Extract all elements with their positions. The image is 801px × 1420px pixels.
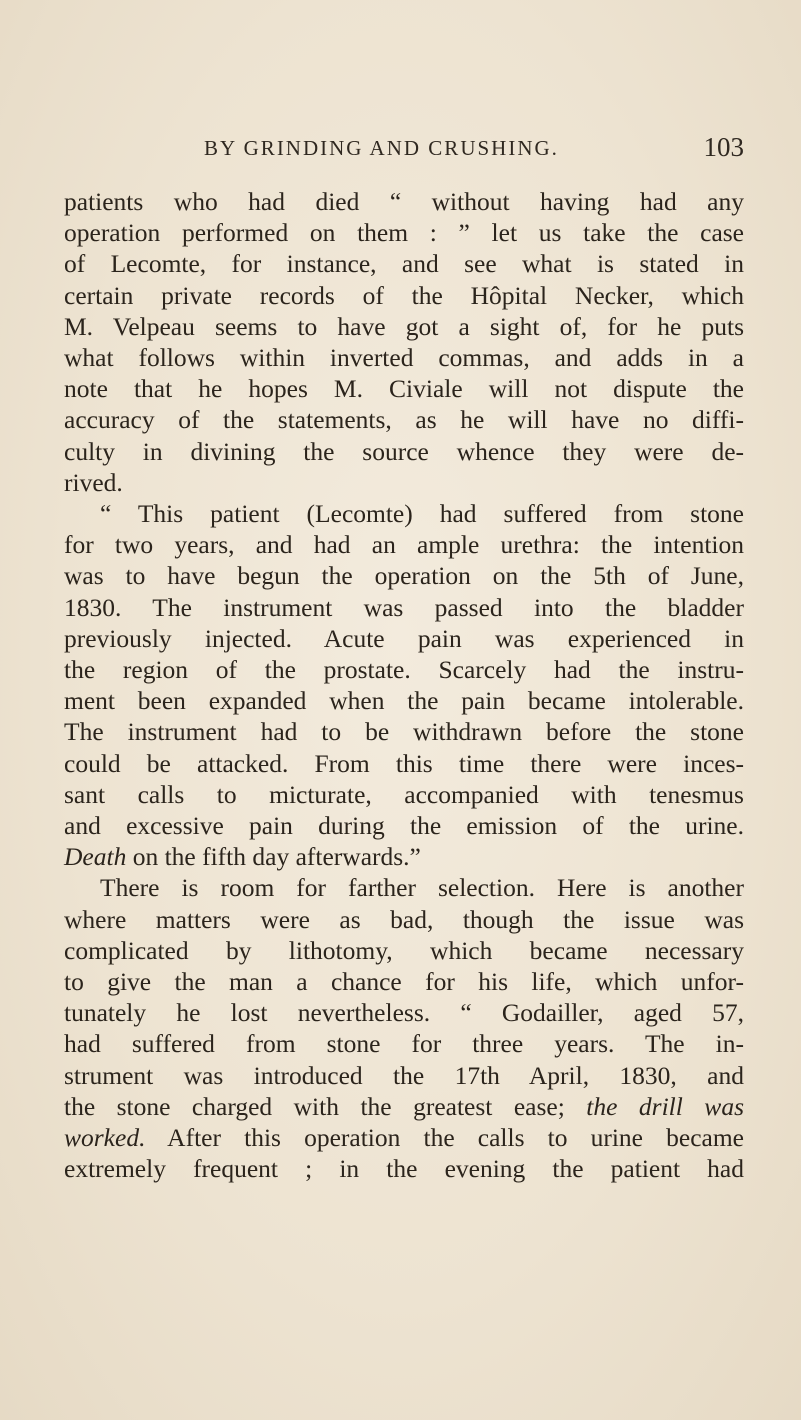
- text-line: what follows within inverted commas, and adds in a: [64, 343, 744, 373]
- text-line: ment been expanded when the pain became intolerable.: [64, 686, 744, 716]
- text-line: 1830. The instrument was passed into the bladder: [64, 592, 744, 622]
- text-line: note that he hopes M. Civiale will not dispute the: [64, 374, 744, 404]
- text-line: to give the man a chance for his life, which unfor-: [64, 967, 744, 997]
- text-line: operation performed on them : ” let us take the case: [64, 218, 744, 248]
- text-line: strument was introduced the 17th April, 1830, and: [64, 1060, 744, 1090]
- text-line: The instrument had to be withdrawn before the stone: [64, 717, 744, 747]
- text-run: on the fifth day afterwards.”: [126, 842, 421, 872]
- paragraph-3: [64, 872, 744, 1184]
- text-line: extremely frequent ; in the evening the patient had: [64, 1154, 744, 1184]
- text-line: There is room for farther selection. Here is another: [100, 873, 744, 903]
- text-line: rived.: [64, 467, 123, 497]
- text-line: previously injected. Acute pain was experienced in: [64, 623, 744, 653]
- text-line: tunately he lost nevertheless. “ Godailler, aged 57,: [64, 998, 744, 1028]
- italic-text: worked.: [64, 1123, 146, 1153]
- text-line: sant calls to micturate, accompanied with tenesmus: [64, 779, 744, 809]
- text-line: of Lecomte, for instance, and see what is stated in: [64, 249, 744, 279]
- text-run: After this operation the calls to urine became: [145, 1123, 744, 1153]
- paragraph-2: [64, 498, 744, 872]
- book-page: [64, 130, 744, 1185]
- paragraph-1: [64, 186, 744, 498]
- text-line: patients who had died “ without having had any: [64, 187, 744, 216]
- text-line: and excessive pain during the emission of the urine.: [64, 811, 744, 841]
- italic-text: the drill was: [586, 1091, 744, 1121]
- text-line: [64, 841, 744, 872]
- text-line: culty in divining the source whence they were de-: [64, 436, 744, 466]
- text-line: accuracy of the statements, as he will have no diffi-: [64, 405, 744, 435]
- text-line: could be attacked. From this time there were inces-: [64, 748, 744, 778]
- running-title: BY GRINDING AND CRUSHING.: [204, 136, 559, 160]
- text-run: the stone charged with the greatest ease;: [64, 1091, 587, 1121]
- body-text: [64, 186, 744, 1185]
- text-line: [64, 1091, 744, 1122]
- text-line: for two years, and had an ample urethra: the intention: [64, 530, 744, 560]
- text-line: where matters were as bad, though the issue was: [64, 904, 744, 934]
- text-line: the region of the prostate. Scarcely had the instru-: [64, 655, 744, 685]
- running-head: [64, 130, 744, 170]
- italic-text: Death: [64, 842, 127, 872]
- text-line: certain private records of the Hôpital Necker, which: [64, 280, 744, 310]
- page-number: 103: [703, 132, 744, 162]
- text-line: “ This patient (Lecomte) had suffered from stone: [100, 499, 744, 529]
- text-line: had suffered from stone for three years. The in-: [64, 1029, 744, 1059]
- text-line: complicated by lithotomy, which became necessary: [64, 935, 744, 965]
- text-line: [64, 1122, 744, 1153]
- text-line: was to have begun the operation on the 5th of June,: [64, 561, 744, 591]
- text-line: M. Velpeau seems to have got a sight of, for he puts: [64, 311, 744, 341]
